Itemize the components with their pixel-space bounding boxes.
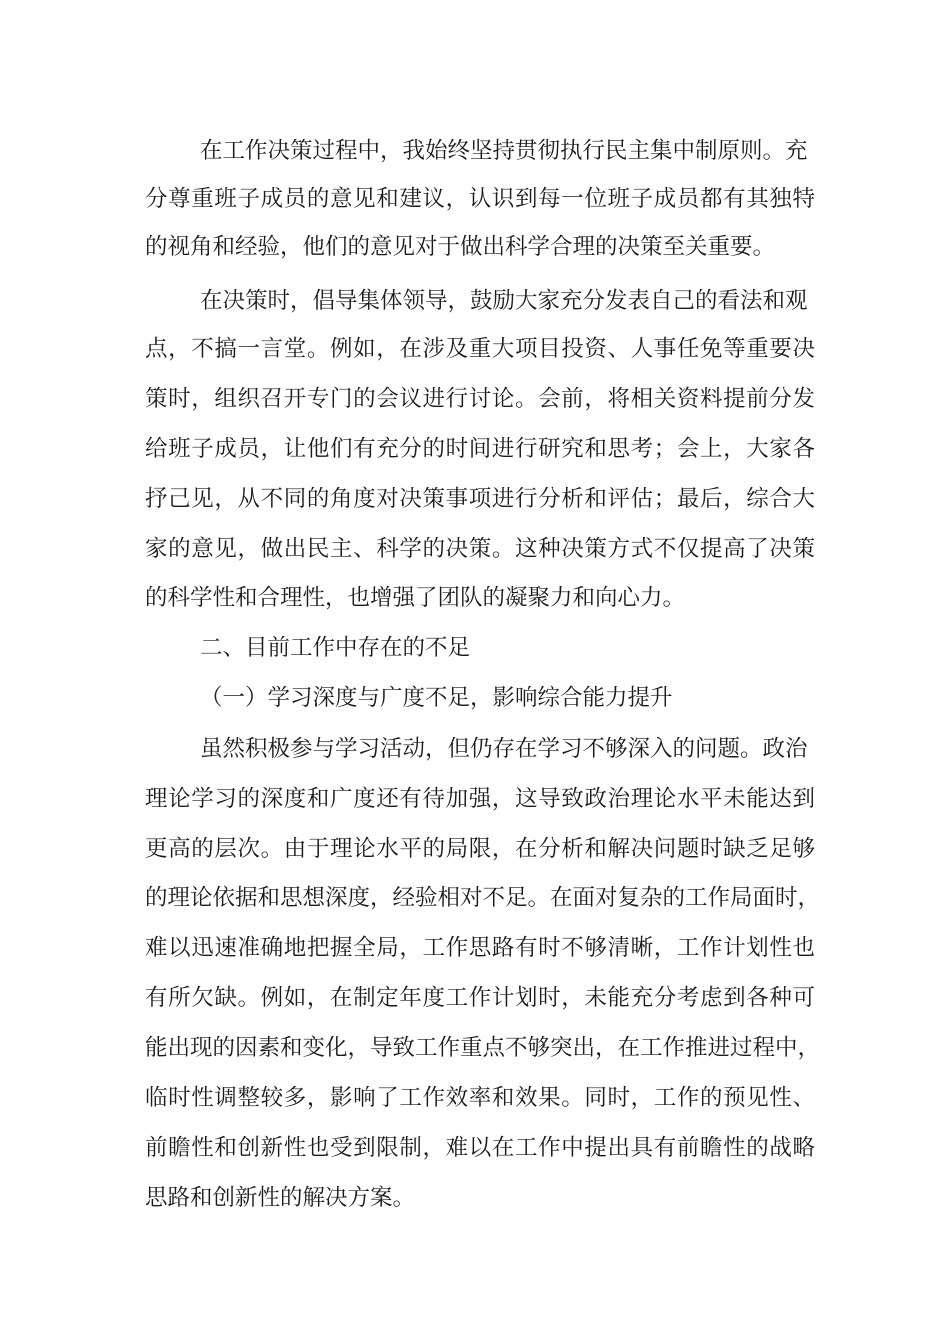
paragraph-2-line-7: 的科学性和合理性，也增强了团队的凝聚力和向心力。: [145, 585, 686, 611]
paragraph-2-line-1: 在决策时，倡导集体领导，鼓励大家充分发表自己的看法和观: [200, 288, 808, 314]
paragraph-2-line-5: 抒己见，从不同的角度对决策事项进行分析和评估；最后，综合大: [145, 486, 815, 512]
paragraph-1-line-2: 分尊重班子成员的意见和建议，认识到每一位班子成员都有其独特: [145, 186, 815, 212]
paragraph-3-line-6: 有所欠缺。例如，在制定年度工作计划时，未能充分考虑到各种可: [145, 985, 815, 1011]
paragraph-3-line-5: 难以迅速准确地把握全局，工作思路有时不够清晰，工作计划性也: [145, 935, 815, 961]
paragraph-2-line-4: 给班子成员，让他们有充分的时间进行研究和思考；会上，大家各: [145, 436, 815, 462]
paragraph-1-line-3: 的视角和经验，他们的意见对于做出科学合理的决策至关重要。: [145, 234, 776, 260]
paragraph-3-line-1: 虽然积极参与学习活动，但仍存在学习不够深入的问题。政治: [200, 736, 808, 762]
paragraph-2-line-3: 策时，组织召开专门的会议进行讨论。会前，将相关资料提前分发: [145, 386, 815, 412]
paragraph-2-line-6: 家的意见，做出民主、科学的决策。这种决策方式不仅提高了决策: [145, 536, 815, 562]
paragraph-3-line-4: 的理论依据和思想深度，经验相对不足。在面对复杂的工作局面时，: [145, 885, 821, 911]
section-heading: 二、目前工作中存在的不足: [200, 635, 471, 661]
paragraph-1-line-1: 在工作决策过程中，我始终坚持贯彻执行民主集中制原则。充: [200, 138, 808, 164]
paragraph-3-line-7: 能出现的因素和变化，导致工作重点不够突出，在工作推进过程中，: [145, 1035, 821, 1061]
paragraph-3-line-3: 更高的层次。由于理论水平的局限，在分析和解决问题时缺乏足够: [145, 836, 815, 862]
paragraph-3-line-10: 思路和创新性的解决方案。: [145, 1185, 416, 1211]
paragraph-3-line-9: 前瞻性和创新性也受到限制，难以在工作中提出具有前瞻性的战略: [145, 1135, 815, 1161]
paragraph-2-line-2: 点，不搞一言堂。例如，在涉及重大项目投资、人事任免等重要决: [145, 336, 815, 362]
paragraph-3-line-8: 临时性调整较多，影响了工作效率和效果。同时，工作的预见性、: [145, 1085, 815, 1111]
paragraph-3-line-2: 理论学习的深度和广度还有待加强，这导致政治理论水平未能达到: [145, 786, 815, 812]
subsection-heading: （一）学习深度与广度不足，影响综合能力提升: [200, 685, 673, 711]
